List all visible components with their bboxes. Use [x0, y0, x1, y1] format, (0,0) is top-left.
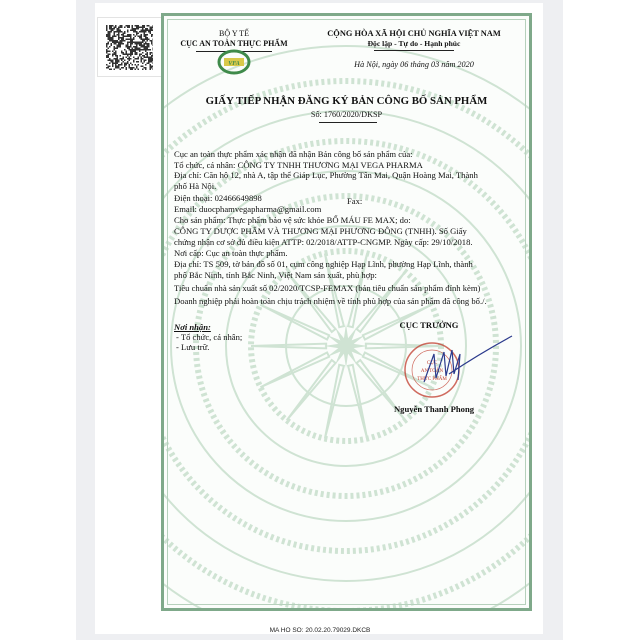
- body-line: Email: duocphamvegapharma@gmail.com: [174, 204, 322, 214]
- file-code: MA HO SO: 20.02.20.79029.DKCB: [269, 627, 371, 634]
- signer-name: Nguyễn Thanh Phong: [393, 404, 475, 414]
- issue-date: Hà Nội, ngày 06 tháng 03 năm 2020: [354, 60, 474, 69]
- body-line: Địa chỉ: TS 509, tờ bản đồ số 01, cụm công nghiệp Hạp Lĩnh, phường Hạp Lĩnh, thành: [174, 259, 473, 269]
- recipients-title: Nơi nhận:: [174, 322, 211, 332]
- svg-text:AN TOÀN: AN TOÀN: [420, 369, 444, 374]
- vfa-logo: [216, 48, 252, 76]
- svg-text:CỤC: CỤC: [426, 361, 438, 366]
- body-line: Cho sản phẩm: Thực phẩm bảo vệ sức khỏe BỔ MÁU FE MAX; do:: [174, 215, 411, 225]
- body-line: phố Bắc Ninh, tỉnh Bắc Ninh, Việt Nam sản xuất, phù hợp:: [174, 270, 377, 280]
- body-line: chứng nhận cơ sở đủ điều kiện ATTP: 02/2018/ATTP-CNGMP. Ngày cấp: 29/10/2018.: [174, 237, 473, 247]
- svg-text:THỰC PHẨM: THỰC PHẨM: [417, 377, 447, 382]
- body-line: Cục an toàn thực phẩm xác nhận đã nhận Bản công bố sản phẩm của:: [174, 149, 413, 159]
- body-line: CÔNG TY DƯỢC PHẨM VÀ THƯƠNG MẠI PHƯƠNG ĐÔNG (TNHH). Số Giấy: [174, 226, 467, 236]
- motto: Độc lập - Tự do - Hạnh phúc: [367, 39, 461, 48]
- recipient-item: - Tổ chức, cá nhân;: [176, 332, 243, 342]
- body-line: Tổ chức, cá nhân: CÔNG TY TNHH THƯƠNG MẠI VEGA PHARMA: [174, 159, 423, 170]
- body-line: Tiêu chuẩn nhà sản xuất số 02/2020/TCSP-FEMAX (bản tiêu chuẩn sản phẩm đính kèm): [174, 283, 481, 293]
- stamp-and-signature: [394, 334, 514, 404]
- country-header: CỘNG HÒA XÃ HỘI CHỦ NGHĨA VIỆT NAM: [327, 29, 501, 38]
- ministry-name: BỘ Y TẾ: [219, 29, 249, 38]
- agency-name: CỤC AN TOÀN THỰC PHẨM: [180, 39, 288, 48]
- body-line: Doanh nghiệp phải hoàn toàn chịu trách nhiệm về tính phù hợp của sản phẩm đã công bố./.: [174, 296, 487, 306]
- body-line: phố Hà Nội.: [174, 180, 217, 191]
- body-line: Địa chỉ: Căn hộ 12, nhà A, tập thể Giáp Lục, Phường Tân Mai, Quận Hoàng Mai, Thành: [174, 170, 478, 181]
- fax-label: Fax:: [347, 196, 363, 206]
- signer-title: CỤC TRƯỞNG: [399, 320, 459, 330]
- svg-text:VFA: VFA: [228, 61, 240, 67]
- certificate-frame: [161, 13, 532, 611]
- recipient-item: - Lưu trữ.: [176, 342, 210, 352]
- body-line: Điện thoại: 02466649898: [174, 193, 262, 203]
- document-title: GIẤY TIẾP NHẬN ĐĂNG KÝ BẢN CÔNG BỐ SẢN PHẨM: [205, 95, 488, 107]
- qr-code-box: [97, 17, 162, 77]
- document-number: Số: 1760/2020/DKSP: [310, 110, 383, 119]
- body-line: Nơi cấp: Cục an toàn thực phẩm.: [174, 248, 288, 258]
- qr-code: [106, 25, 153, 70]
